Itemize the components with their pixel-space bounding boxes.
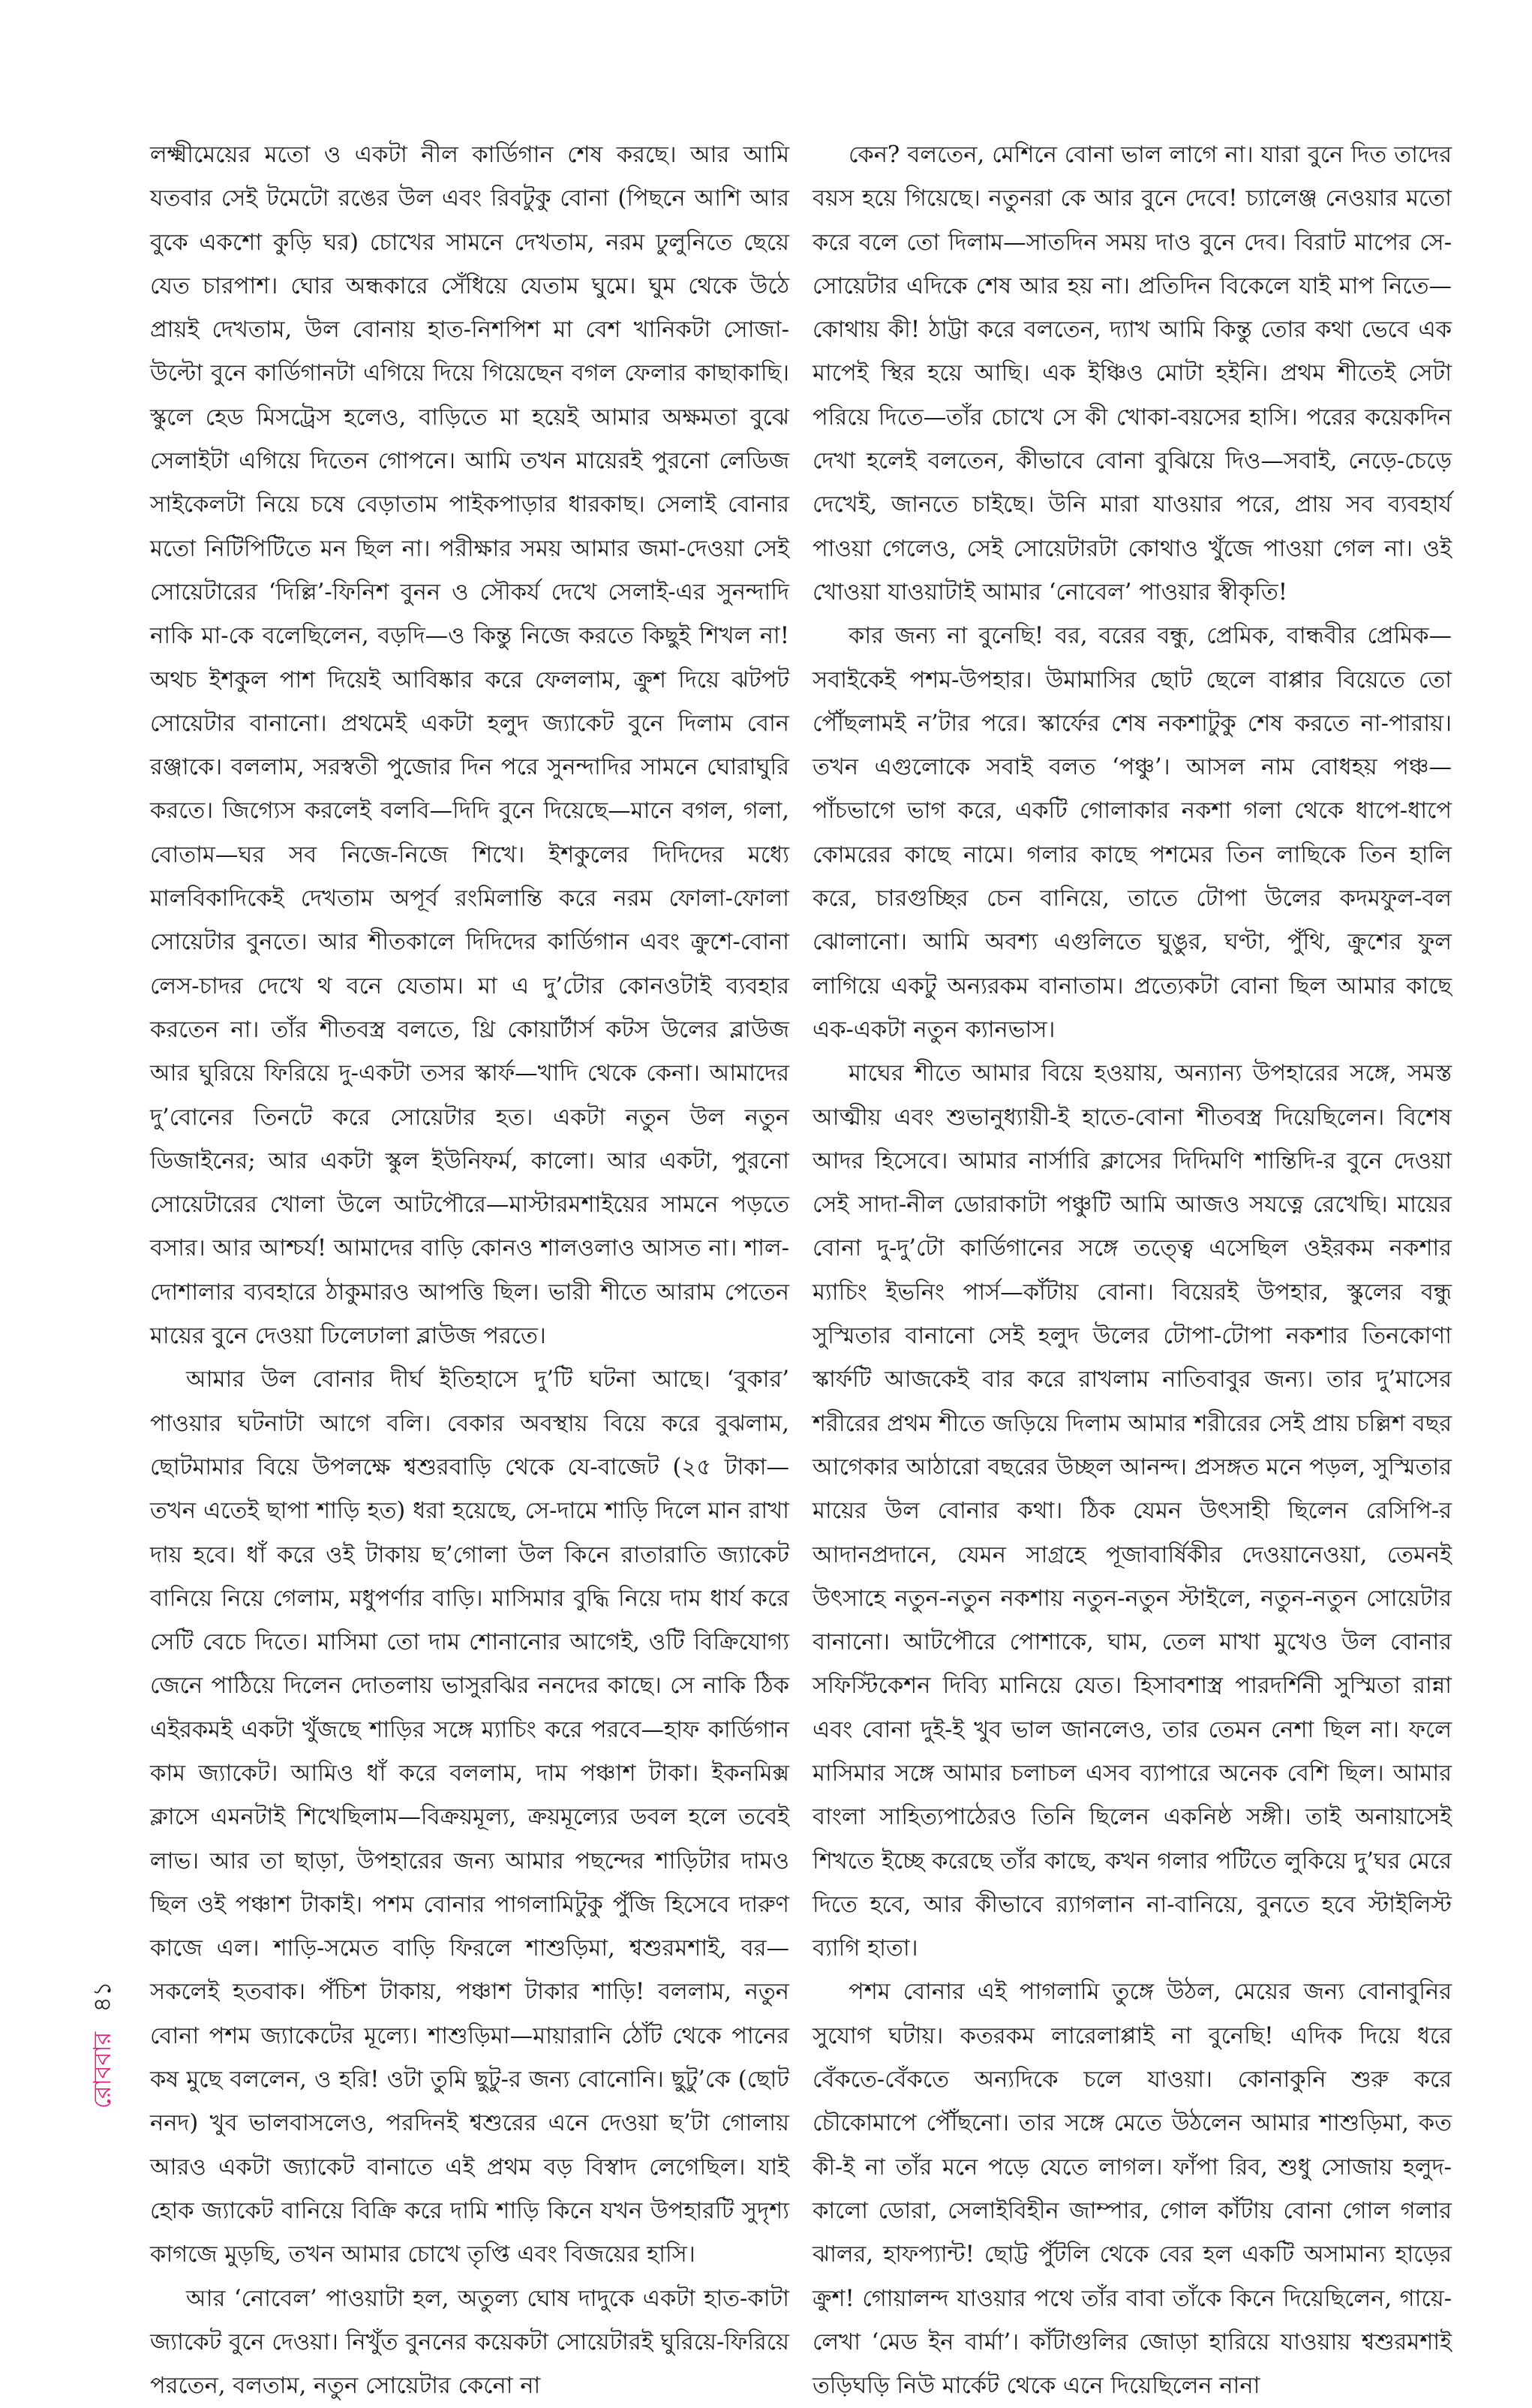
body-paragraph: পশম বোনার এই পাগলামি তুঙ্গে উঠল, মেয়ের জন্য বোনাবুনির সুযোগ ঘটায়। কতরকম লারেলাপ্পাই না বুনেছি! এদিক দিয়ে ধরে বেঁকতে-বেঁকতে অন্যদিকে চলে যাওয়া। কোনাকুনি শুরু করে চৌকোমাপে পৌঁছনো। তার সঙ্গে মেতে উঠলেন আমার শাশুড়িমা, কত কী-ই না তাঁর মনে পড়ে যেতে লাগল। ফাঁপা রিব, শুধু সোজায় হলুদ-কালো ডোরা, সেলাইবিহীন জাম্পার, গোল কাঁটায় বোনা গোল গলার ঝালর, হাফপ্যান্ট! ছোট্ট পুঁটলি থেকে বের হল একটি অসামান্য হাড়ের ক্রুশ! গোয়ালন্দ যাওয়ার পথে তাঁর বাবা তাঁকে কিনে দিয়েছিলেন, গায়ে-লেখা ‘মেড ইন বার্মা’। কাঁটাগুলির জোড়া হারিয়ে যাওয়ায় শ্বশুরমশাই তড়িঘড়ি নিউ মার্কেট থেকে এনে দিয়েছিলেন নানা <box>813 1979 1452 2400</box>
body-paragraph: কার জন্য না বুনেছি! বর, বরের বন্ধু, প্রেমিক, বান্ধবীর প্রেমিক—সবাইকেই পশম-উপহার। উমামাসির ছোট ছেলে বাপ্পার বিয়েতে তো পৌঁছলামই ন’টার পরে। স্কার্ফের শেষ নকশাটুকু শেষ করতে না-পারায়। তখন এগুলোকে সবাই বলত ‘পঞ্চু’। আসল নাম বোধহয় পঞ্চ—পাঁচভাগে ভাগ করে, একটি গোলাকার নকশা গলা থেকে ধাপে-ধাপে কোমরের কাছে নামে। গলার কাছে পশমের তিন লাছিকে তিন হালি করে, চারগুচ্ছির চেন বানিয়ে, তাতে টোপা উলের কদমফুল-বল ঝোলানো। আমি অবশ্য এগুলিতে ঘুঙুর, ঘণ্টা, পুঁথি, ক্রুশের ফুল লাগিয়ে একটু অন্যরকম বানাতাম। প্রত্যেকটা বোনা ছিল আমার কাছে এক-একটা নতুন ক্যানভাস। <box>813 623 1452 1043</box>
page-number: ৪১ <box>88 1981 116 2013</box>
magazine-name: রোববার <box>88 2031 116 2109</box>
body-paragraph: আর ‘নোবেল’ পাওয়াটা হল, অতুল্য ঘোষ দাদুকে একটা হাত-কাটা জ্যাকেট বুনে দেওয়া। নিখুঁত বুননের কয়েকটা সোয়েটারই ঘুরিয়ে-ফিরিয়ে পরতেন, বলতাম, নতুন সোয়েটার কেনো না <box>150 2285 789 2400</box>
body-paragraph: মাঘের শীতে আমার বিয়ে হওয়ায়, অন্যান্য উপহারের সঙ্গে, সমস্ত আত্মীয় এবং শুভানুধ্যায়ী-ই হাতে-বোনা শীতবস্ত্র দিয়েছিলেন। বিশেষ আদর হিসেবে। আমার নার্সারি ক্লাসের দিদিমণি শান্তিদি-র বুনে দেওয়া সেই সাদা-নীল ডোরাকাটা পঞ্চুটি আমি আজও সযত্নে রেখেছি। মায়ের বোনা দু-দু’টো কার্ডিগানের সঙ্গে তত্ত্বে এসেছিল ওইরকম নকশার ম্যাচিং ইভনিং পার্স—কাঁটায় বোনা। বিয়েরই উপহার, স্কুলের বন্ধু সুস্মিতার বানানো সেই হলুদ উলের টোপা-টোপা নকশার তিনকোণা স্কার্ফটি আজকেই বার করে রাখলাম নাতিবাবুর জন্য। তার দু’মাসের শরীরের প্রথম শীতে জড়িয়ে দিলাম আমার শরীরের সেই প্রায় চল্লিশ বছর আগেকার আঠারো বছরের উচ্ছল আনন্দ। প্রসঙ্গত মনে পড়ল, সুস্মিতার মায়ের উল বোনার কথা। ঠিক যেমন উৎসাহী ছিলেন রেসিপি-র আদানপ্রদানে, যেমন সাগ্রহে পূজাবার্ষিকীর দেওয়ানেওয়া, তেমনই উৎসাহে নতুন-নতুন নকশায় নতুন-নতুন স্টাইলে, নতুন-নতুন সোয়েটার বানানো। আটপৌরে পোশাকে, ঘাম, তেল মাখা মুখেও উল বোনার সফিস্টিকেশন দিব্যি মানিয়ে যেত। হিসাবশাস্ত্র পারদর্শিনী সুস্মিতা রান্না এবং বোনা দুই-ই খুব ভাল জানলেও, তার তেমন নেশা ছিল না। ফলে মাসিমার সঙ্গে আমার চলাচল এসব ব্যাপারে অনেক বেশি ছিল। আমার বাংলা সাহিত্যপাঠেরও তিনি ছিলেন একনিষ্ঠ সঙ্গী। তাই অনায়াসেই শিখতে ইচ্ছে করেছে তাঁর কাছে, কখন গলার পটিতে লুকিয়ে দু’ঘর মেরে দিতে হবে, আর কীভাবে র‍্যাগলান না-বানিয়ে, বুনতে হবে স্টাইলিস্ট ব্যাগি হাতা। <box>813 1060 1452 1962</box>
body-paragraph: কেন? বলতেন, মেশিনে বোনা ভাল লাগে না। যারা বুনে দিত তাদের বয়স হয়ে গিয়েছে। নতুনরা কে আর বুনে দেবে! চ্যালেঞ্জ নেওয়ার মতো করে বলে তো দিলাম—সাতদিন সময় দাও বুনে দেব। বিরাট মাপের সে-সোয়েটার এদিকে শেষ আর হয় না। প্রতিদিন বিকেলে যাই মাপ নিতে—কোথায় কী! ঠাট্টা করে বলতেন, দ্যাখ আমি কিন্তু তোর কথা ভেবে এক মাপেই স্থির হয়ে আছি। এক ইঞ্চিও মোটা হইনি। প্রথম শীতেই সেটা পরিয়ে দিতে—তাঁর চোখে সে কী খোকা-বয়সের হাসি। পরের কয়েকদিন দেখা হলেই বলতেন, কীভাবে বোনা বুঝিয়ে দিও—সবাই, নেড়ে-চেড়ে দেখেই, জানতে চাইছে। উনি মারা যাওয়ার পরে, প্রায় সব ব্যবহার্য পাওয়া গেলেও, সেই সোয়েটারটা কোথাও খুঁজে পাওয়া গেল না। ওই খোওয়া যাওয়াটাই আমার ‘নোবেল’ পাওয়ার স্বীকৃতি! <box>813 142 1452 606</box>
left-column <box>150 134 789 2408</box>
right-column <box>813 134 1452 2408</box>
page-folio <box>89 1921 119 2169</box>
body-paragraph: আমার উল বোনার দীর্ঘ ইতিহাসে দু’টি ঘটনা আছে। ‘বুকার’ পাওয়ার ঘটনাটা আগে বলি। বেকার অবস্থায় বিয়ে করে বুঝলাম, ছোটমামার বিয়ে উপলক্ষে শ্বশুরবাড়ি থেকে যে-বাজেট (২৫ টাকা—তখন এতেই ছাপা শাড়ি হত) ধরা হয়েছে, সে-দামে শাড়ি দিলে মান রাখা দায় হবে। ধাঁ করে ওই টাকায় ছ’গোলা উল কিনে রাতারাতি জ্যাকেট বানিয়ে নিয়ে গেলাম, মধুপর্ণার বাড়ি। মাসিমার বুদ্ধি নিয়ে দাম ধার্য করে সেটি বেচে দিতে। মাসিমা তো দাম শোনানোর আগেই, ওটি বিক্রিযোগ্য জেনে পাঠিয়ে দিলেন দোতলায় ভাসুরঝির ননদের কাছে। সে নাকি ঠিক এইরকমই একটা খুঁজছে শাড়ির সঙ্গে ম্যাচিং করে পরবে—হাফ কার্ডিগান কাম জ্যাকেট। আমিও ধাঁ করে বললাম, দাম পঞ্চাশ টাকা। ইকনমিক্স ক্লাসে এমনটাই শিখেছিলাম—বিক্রয়মূল্য, ক্রয়মূল্যের ডবল হলে তবেই লাভ। আর তা ছাড়া, উপহারের জন্য আমার পছন্দের শাড়িটার দামও ছিল ওই পঞ্চাশ টাকাই। পশম বোনার পাগলামিটুকু পুঁজি হিসেবে দারুণ কাজে এল। শাড়ি-সমেত বাড়ি ফিরলে শাশুড়িমা, শ্বশুরমশাই, বর—সকলেই হতবাক। পঁচিশ টাকায়, পঞ্চাশ টাকার শাড়ি! বললাম, নতুন বোনা পশম জ্যাকেটের মূল্যে। শাশুড়িমা—মায়ারানি ঠোঁট থেকে পানের কষ মুছে বললেন, ও হরি! ওটা তুমি ছুটু-র জন্য বোনোনি। ছুটু’কে (ছোট ননদ) খুব ভালবাসলেও, পরদিনই শ্বশুরের এনে দেওয়া ছ’টা গোলায় আরও একটা জ্যাকেট বানাতে এই প্রথম বড় বিস্বাদ লেগেছিল। যাই হোক জ্যাকেট বানিয়ে বিক্রি করে দামি শাড়ি কিনে যখন উপহারটি সুদৃশ্য কাগজে মুড়ছি, তখন আমার চোখে তৃপ্তি এবং বিজয়ের হাসি। <box>150 1366 789 2268</box>
body-paragraph: লক্ষ্মীমেয়ের মতো ও একটা নীল কার্ডিগান শেষ করছে। আর আমি যতবার সেই টমেটো রঙের উল এবং রিবটুকু বোনা (পিছনে আশি আর বুকে একশো কুড়ি ঘর) চোখের সামনে দেখতাম, নরম ঢুলুনিতে ছেয়ে যেত চারপাশ। ঘোর অন্ধকারে সেঁধিয়ে যেতাম ঘুমে। ঘুম থেকে উঠে প্রায়ই দেখতাম, উল বোনায় হাত-নিশপিশ মা বেশ খানিকটা সোজা-উল্টো বুনে কার্ডিগানটা এগিয়ে দিয়ে গিয়েছেন বগল ফেলার কাছাকাছি। স্কুলে হেড মিসট্রেস হলেও, বাড়িতে মা হয়েই আমার অক্ষমতা বুঝে সেলাইটা এগিয়ে দিতেন গোপনে। আমি তখন মায়েরই পুরনো লেডিজ সাইকেলটা নিয়ে চষে বেড়াতাম পাইকপাড়ার ধারকাছ। সেলাই বোনার মতো নিটিপিটিতে মন ছিল না। পরীক্ষার সময় আমার জমা-দেওয়া সেই সোয়েটারের ‘দিল্লি’-ফিনিশ বুনন ও সৌকর্য দেখে সেলাই-এর সুনন্দাদি নাকি মা-কে বলেছিলেন, বড়দি—ও কিন্তু নিজে করতে কিছুই শিখল না! অথচ ইশকুল পাশ দিয়েই আবিষ্কার করে ফেললাম, ক্রুশ দিয়ে ঝটপট সোয়েটার বানানো। প্রথমেই একটা হলুদ জ্যাকেট বুনে দিলাম বোন রঞ্জাকে। বললাম, সরস্বতী পুজোর দিন পরে সুনন্দাদির সামনে ঘোরাঘুরি করতে। জিগ্যেস করলেই বলবি—দিদি বুনে দিয়েছে—মানে বগল, গলা, বোতাম—ঘর সব নিজে-নিজে শিখে। ইশকুলের দিদিদের মধ্যে মালবিকাদিকেই দেখতাম অপূর্ব রংমিলান্তি করে নরম ফোলা-ফোলা সোয়েটার বুনতে। আর শীতকালে দিদিদের কার্ডিগান এবং ক্রুশে-বোনা লেস-চাদর দেখে থ বনে যেতাম। মা এ দু’টোর কোনওটাই ব্যবহার করতেন না। তাঁর শীতবস্ত্র বলতে, থ্রি কোয়ার্টার্স কটস উলের ব্লাউজ আর ঘুরিয়ে ফিরিয়ে দু-একটা তসর স্কার্ফ—খাদি থেকে কেনা। আমাদের দু’বোনের তিনটে করে সোয়েটার হত। একটা নতুন উল নতুন ডিজাইনের; আর একটা স্কুল ইউনিফর্ম, কালো। আর একটা, পুরনো সোয়েটারের খোলা উলে আটপৌরে—মাস্টারমশাইয়ের সামনে পড়তে বসার। আর আশ্চর্য! আমাদের বাড়ি কোনও শালওলাও আসত না। শাল-দোশালার ব্যবহারে ঠাকুমারও আপত্তি ছিল। ভারী শীতে আরাম পেতেন মায়ের বুনে দেওয়া ঢিলেঢালা ব্লাউজ পরতে। <box>150 142 789 1350</box>
